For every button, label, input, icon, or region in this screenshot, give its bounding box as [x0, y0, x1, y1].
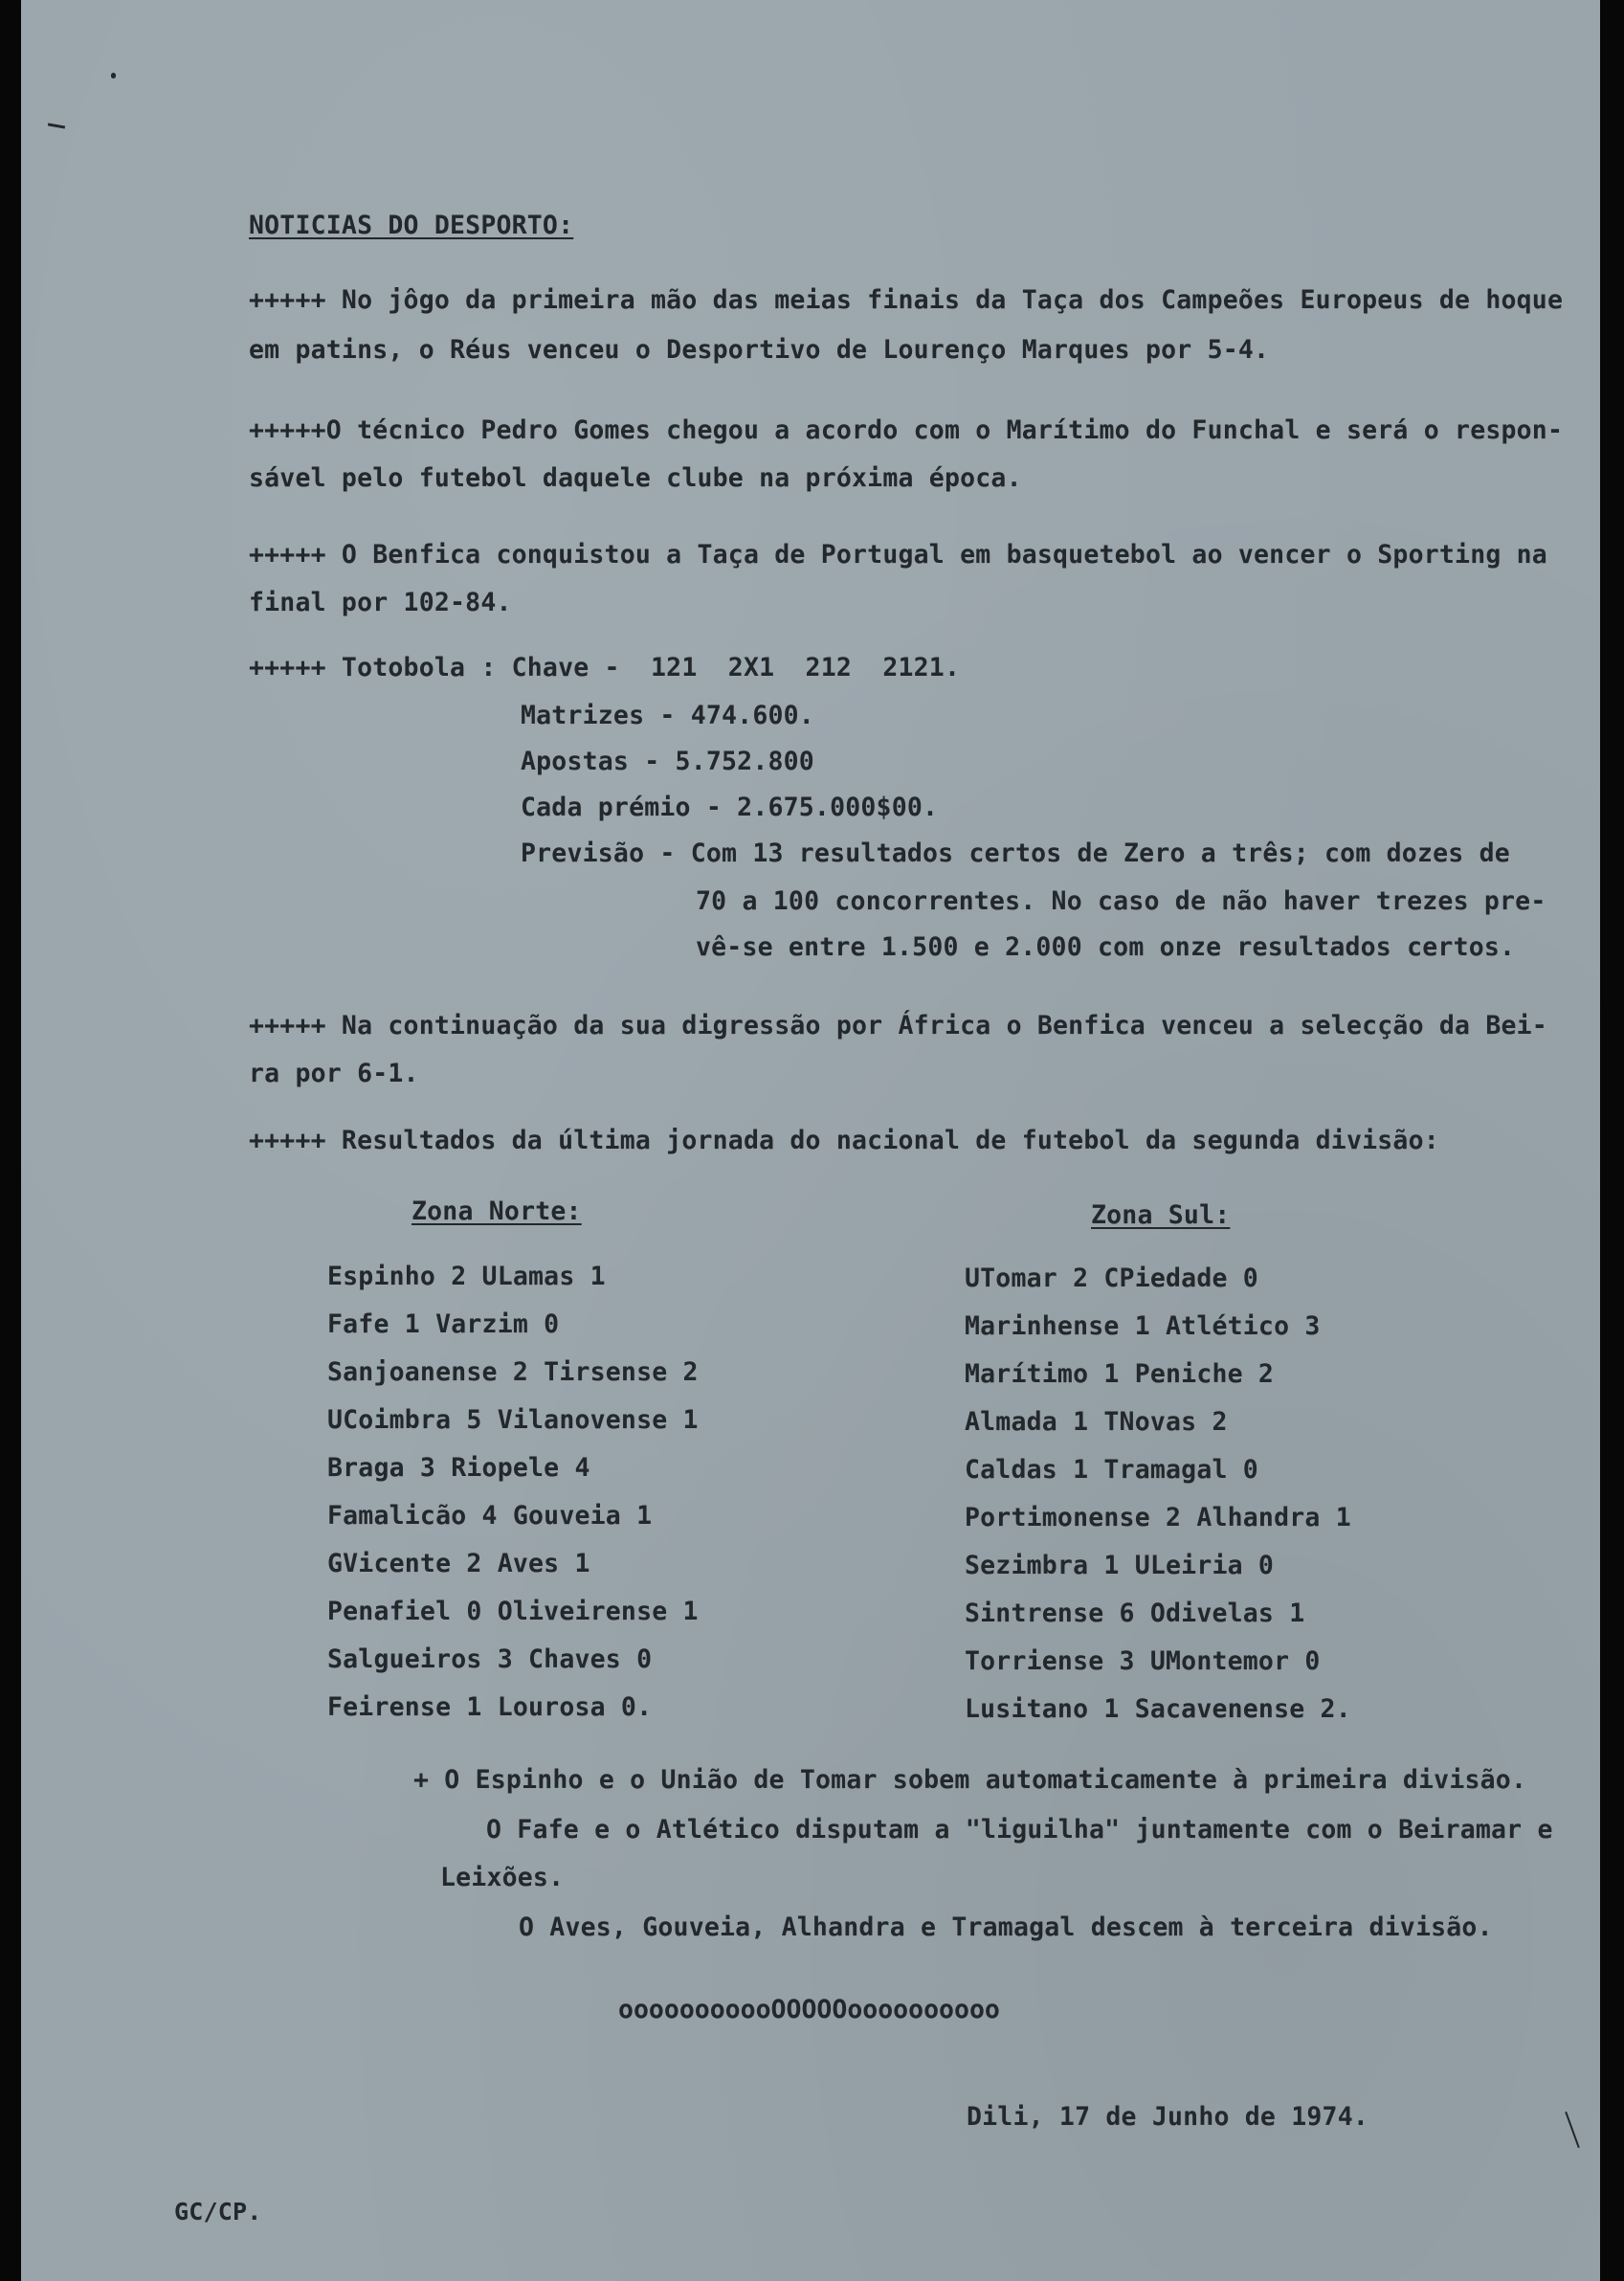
zona-sul-result: Lusitano 1 Sacavenense 2. [965, 1694, 1351, 1724]
results-intro: +++++ Resultados da última jornada do nacional de futebol da segunda divisão: [249, 1126, 1439, 1155]
zona-sul-result: Almada 1 TNovas 2 [965, 1407, 1228, 1437]
zona-sul-result: Sintrense 6 Odivelas 1 [965, 1599, 1305, 1628]
zona-norte-title: Zona Norte: [412, 1196, 582, 1226]
zona-sul-result: Marinhense 1 Atlético 3 [965, 1311, 1321, 1341]
note-line-1: + O Espinho e o União de Tomar sobem automaticamente à primeira divisão. [413, 1765, 1527, 1795]
totobola-premio: Cada prémio - 2.675.000$00. [521, 793, 939, 822]
paper-mark [48, 123, 65, 128]
separator-line: ooooooooooOOOOOoooooooooo [618, 1995, 1000, 2024]
zona-sul-result: Marítimo 1 Peniche 2 [965, 1359, 1275, 1389]
paper-mark [111, 73, 116, 78]
zona-norte-result: Sanjoanense 2 Tirsense 2 [327, 1357, 699, 1387]
zona-norte-result: Fafe 1 Varzim 0 [327, 1309, 560, 1339]
zona-norte-result: Salgueiros 3 Chaves 0 [327, 1644, 653, 1674]
totobola-previsao-line-1: Previsão - Com 13 resultados certos de Zero a três; com dozes de [521, 839, 1510, 868]
date-line: Dili, 17 de Junho de 1974. [967, 2102, 1369, 2132]
note-line-4: O Aves, Gouveia, Alhandra e Tramagal descem à terceira divisão. [519, 1912, 1493, 1942]
zona-norte-result: Penafiel 0 Oliveirense 1 [327, 1597, 699, 1626]
note-line-3: Leixões. [440, 1863, 565, 1892]
paper-mark [1565, 2112, 1580, 2148]
initials: GC/CP. [174, 2198, 262, 2225]
news-3-line-2: final por 102-84. [249, 588, 512, 617]
document-page [21, 0, 1600, 2281]
zona-sul-result: UTomar 2 CPiedade 0 [965, 1263, 1258, 1293]
news-3-line-1: +++++ O Benfica conquistou a Taça de Portugal em basquetebol ao vencer o Sporting na [249, 540, 1547, 570]
zona-norte-result: Feirense 1 Lourosa 0. [327, 1692, 653, 1722]
benfica-africa-line-1: +++++ Na continuação da sua digressão por África o Benfica venceu a selecção da Bei- [249, 1011, 1547, 1040]
totobola-apostas: Apostas - 5.752.800 [521, 747, 814, 776]
note-line-2: O Fafe e o Atlético disputam a "liguilha" juntamente com o Beiramar e [486, 1815, 1553, 1845]
zona-norte-result: UCoimbra 5 Vilanovense 1 [327, 1405, 699, 1435]
zona-norte-result: GVicente 2 Aves 1 [327, 1549, 590, 1578]
news-2-line-1: +++++O técnico Pedro Gomes chegou a acordo com o Marítimo do Funchal e será o respon- [249, 415, 1564, 445]
zona-norte-result: Famalicão 4 Gouveia 1 [327, 1501, 653, 1531]
zona-sul-result: Torriense 3 UMontemor 0 [965, 1646, 1321, 1676]
benfica-africa-line-2: ra por 6-1. [249, 1059, 419, 1088]
zona-sul-result: Sezimbra 1 ULeiria 0 [965, 1551, 1275, 1580]
news-1-line-1: +++++ No jôgo da primeira mão das meias finais da Taça dos Campeões Europeus de hoque [249, 285, 1564, 315]
document-title: NOTICIAS DO DESPORTO: [249, 211, 574, 240]
zona-sul-result: Portimonense 2 Alhandra 1 [965, 1503, 1351, 1532]
totobola-previsao-line-2: 70 a 100 concorrentes. No caso de não haver trezes pre- [696, 886, 1546, 916]
totobola-matrizes: Matrizes - 474.600. [521, 701, 814, 730]
news-1-line-2: em patins, o Réus venceu o Desportivo de Lourenço Marques por 5-4. [249, 335, 1270, 365]
zona-sul-result: Caldas 1 Tramagal 0 [965, 1455, 1258, 1485]
news-2-line-2: sável pelo futebol daquele clube na próxima época. [249, 463, 1022, 493]
totobola-previsao-line-3: vê-se entre 1.500 e 2.000 com onze resultados certos. [696, 932, 1516, 962]
zona-norte-result: Espinho 2 ULamas 1 [327, 1262, 606, 1291]
totobola-intro: +++++ Totobola : Chave - 121 2X1 212 2121. [249, 653, 961, 682]
zona-sul-title: Zona Sul: [1091, 1200, 1231, 1230]
zona-norte-result: Braga 3 Riopele 4 [327, 1453, 590, 1483]
